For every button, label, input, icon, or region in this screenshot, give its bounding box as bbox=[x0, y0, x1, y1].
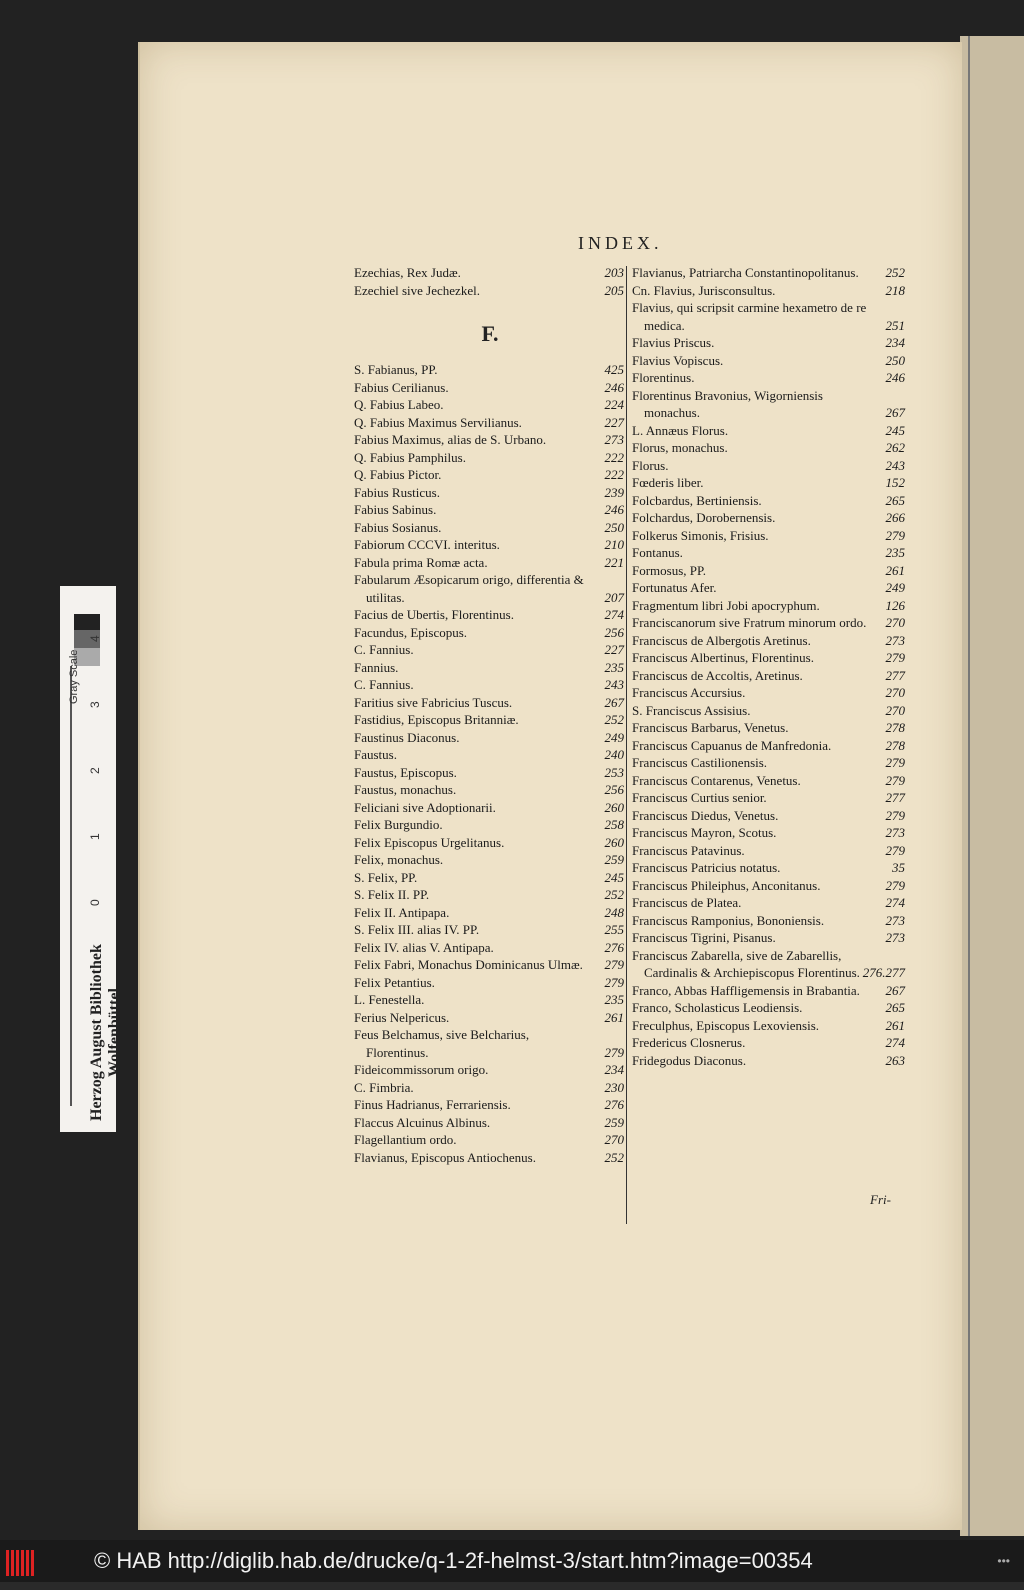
index-entry bbox=[632, 684, 907, 702]
entry-page-number: 262 bbox=[885, 440, 905, 455]
index-entry bbox=[354, 886, 626, 904]
index-entry bbox=[632, 789, 907, 807]
entry-text: Franciscus Tigrini, Pisanus. bbox=[632, 930, 776, 945]
entry-text: Q. Fabius Pamphilus. bbox=[354, 449, 466, 465]
entry-text: Fragmentum libri Jobi apocryphum. bbox=[632, 597, 820, 613]
entry-page-number: 245 bbox=[885, 422, 905, 438]
entry-text: Feliciani sive Adoptionarii. bbox=[354, 799, 496, 815]
entry-page-number: 279 bbox=[885, 772, 905, 788]
entry-page-number: 260 bbox=[604, 799, 624, 815]
library-name bbox=[88, 944, 124, 1121]
index-entry bbox=[632, 894, 907, 912]
entry-page-number: 274 bbox=[604, 607, 624, 622]
entry-text: Cn. Flavius, Jurisconsultus. bbox=[632, 282, 776, 298]
entry-page-number: 256 bbox=[604, 624, 624, 640]
index-entry bbox=[354, 991, 626, 1009]
entry-page-number: 234 bbox=[885, 335, 905, 350]
index-entry bbox=[632, 527, 907, 545]
index-entry bbox=[354, 1079, 626, 1097]
index-entry bbox=[354, 676, 626, 694]
entry-text: Franciscus Patricius notatus. bbox=[632, 860, 781, 875]
entry-text: Fabula prima Romæ acta. bbox=[354, 554, 488, 570]
index-entry bbox=[632, 509, 907, 527]
entry-text: Fastidius, Episcopus Britanniæ. bbox=[354, 712, 519, 727]
index-entry bbox=[632, 912, 907, 930]
entry-page-number: 260 bbox=[604, 834, 624, 850]
entry-page-number: 35 bbox=[892, 860, 905, 875]
entry-text: Felix Fabri, Monachus Dominicanus Ulmæ. bbox=[354, 957, 583, 972]
entry-text: Ezechias, Rex Judæ. bbox=[354, 265, 461, 280]
entry-text: Franco, Scholasticus Leodiensis. bbox=[632, 1000, 803, 1015]
entry-text: Q. Fabius Pictor. bbox=[354, 467, 442, 482]
index-entry bbox=[354, 554, 626, 572]
entry-text: Franco, Abbas Haffligemensis in Brabantia. bbox=[632, 982, 860, 998]
index-entry bbox=[632, 422, 907, 440]
entry-page-number: 249 bbox=[604, 729, 624, 745]
index-entry bbox=[632, 929, 907, 947]
entry-page-number: 276 bbox=[604, 939, 624, 955]
entry-text: Fortunatus Afer. bbox=[632, 580, 717, 595]
index-entry bbox=[632, 842, 907, 860]
page-header: INDEX. bbox=[578, 233, 663, 253]
entry-page-number: 279 bbox=[604, 974, 624, 990]
entry-text: Fabius Sabinus. bbox=[354, 502, 437, 517]
entry-page-number: 251 bbox=[885, 317, 905, 333]
entry-page-number: 203 bbox=[604, 265, 624, 280]
entry-text: S. Felix, PP. bbox=[354, 869, 418, 885]
entry-text: Franciscus Diedus, Venetus. bbox=[632, 807, 779, 823]
entry-text: C. Fannius. bbox=[354, 677, 414, 692]
entry-page-number: 273 bbox=[885, 912, 905, 928]
index-entry bbox=[632, 807, 907, 825]
entry-text: Flagellantium ordo. bbox=[354, 1132, 457, 1147]
entry-page-number: 235 bbox=[885, 545, 905, 560]
entry-page-number: 270 bbox=[885, 615, 905, 630]
index-entry bbox=[632, 492, 907, 510]
entry-page-number: 267 bbox=[604, 694, 624, 710]
entry-text: Flavius, qui scripsit carmine hexametro de re medica. bbox=[632, 300, 867, 333]
entry-page-number: 235 bbox=[604, 659, 624, 675]
index-entry bbox=[632, 439, 907, 457]
entry-text: Florentinus. bbox=[632, 370, 695, 385]
gray-scale-ruler bbox=[60, 586, 123, 1132]
entry-page-number: 263 bbox=[885, 1052, 905, 1068]
index-entry bbox=[354, 799, 626, 817]
entry-page-number: 261 bbox=[885, 1017, 905, 1033]
catchword: Fri- bbox=[870, 1192, 891, 1207]
entry-page-number: 252 bbox=[604, 887, 624, 902]
index-entry bbox=[354, 536, 626, 554]
index-entry bbox=[632, 632, 907, 650]
entry-page-number: 222 bbox=[604, 467, 624, 482]
entry-page-number: 246 bbox=[604, 379, 624, 395]
index-entry bbox=[632, 772, 907, 790]
entry-page-number: 279 bbox=[604, 1044, 624, 1060]
index-entry bbox=[354, 282, 626, 300]
entry-page-number: 222 bbox=[604, 449, 624, 465]
index-entry bbox=[354, 764, 626, 782]
index-entry bbox=[354, 711, 626, 729]
index-entry bbox=[354, 904, 626, 922]
entry-page-number: 270 bbox=[604, 1132, 624, 1147]
index-entry bbox=[632, 824, 907, 842]
entry-text: Franciscus Contarenus, Venetus. bbox=[632, 772, 801, 788]
right-column bbox=[632, 264, 907, 1069]
entry-page-number: 273 bbox=[885, 825, 905, 840]
index-entry bbox=[354, 746, 626, 764]
index-entry bbox=[354, 1096, 626, 1114]
entry-page-number: 278 bbox=[885, 737, 905, 753]
entry-page-number: 259 bbox=[604, 1114, 624, 1130]
entry-text: Franciscanorum sive Fratrum minorum ordo. bbox=[632, 615, 867, 630]
entry-text: C. Fannius. bbox=[354, 642, 414, 657]
index-entry bbox=[354, 1131, 626, 1149]
entry-page-number: 278 bbox=[885, 720, 905, 735]
entry-text: Fredericus Closnerus. bbox=[632, 1035, 746, 1050]
entry-page-number: 253 bbox=[604, 764, 624, 780]
entry-page-number: 273 bbox=[604, 432, 624, 447]
entry-page-number: 276 bbox=[604, 1097, 624, 1112]
entry-page-number: 256 bbox=[604, 782, 624, 797]
entry-text: Freculphus, Episcopus Lexoviensis. bbox=[632, 1017, 820, 1033]
entry-text: Faustus, Episcopus. bbox=[354, 764, 457, 780]
entry-text: Faustus, monachus. bbox=[354, 782, 457, 797]
index-entry bbox=[354, 956, 626, 974]
index-entry bbox=[632, 719, 907, 737]
index-entry bbox=[632, 1017, 907, 1035]
entry-text: Fontanus. bbox=[632, 545, 683, 560]
entry-text: Finus Hadrianus, Ferrariensis. bbox=[354, 1097, 511, 1112]
index-entry bbox=[354, 1009, 626, 1027]
index-entry bbox=[632, 264, 907, 282]
entry-text: Franciscus Barbarus, Venetus. bbox=[632, 720, 789, 735]
index-entry bbox=[632, 299, 907, 334]
entry-text: Felix Burgundio. bbox=[354, 817, 443, 832]
index-entry bbox=[632, 579, 907, 597]
entry-page-number: 425 bbox=[604, 362, 624, 377]
entry-text: Franciscus Curtius senior. bbox=[632, 790, 767, 805]
entry-page-number: 274 bbox=[885, 1035, 905, 1050]
entry-text: Franciscus Capuanus de Manfredonia. bbox=[632, 737, 832, 753]
index-entry bbox=[632, 859, 907, 877]
entry-text: Faritius sive Fabricius Tuscus. bbox=[354, 694, 513, 710]
index-entry bbox=[354, 571, 626, 606]
entry-text: Folkerus Simonis, Frisius. bbox=[632, 527, 769, 543]
index-entry bbox=[632, 282, 907, 300]
index-entry bbox=[354, 264, 626, 282]
index-entry bbox=[354, 466, 626, 484]
entry-page-number: 243 bbox=[604, 677, 624, 692]
entry-page-number: 248 bbox=[604, 904, 624, 920]
entry-page-number: 250 bbox=[885, 352, 905, 368]
entry-text: Flavius Vopiscus. bbox=[632, 352, 724, 368]
entry-text: Franciscus Phileiphus, Anconitanus. bbox=[632, 877, 821, 893]
index-entry bbox=[632, 1034, 907, 1052]
entry-page-number: 255 bbox=[604, 922, 624, 937]
index-entry bbox=[354, 641, 626, 659]
entry-text: Florentinus Bravonius, Wigorniensis monachus. bbox=[632, 387, 823, 420]
entry-page-number: 252 bbox=[604, 712, 624, 727]
index-entry bbox=[354, 379, 626, 397]
entry-page-number: 276.277 bbox=[862, 965, 905, 980]
entry-text: Franciscus de Platea. bbox=[632, 895, 742, 910]
section-letter: F. bbox=[481, 321, 499, 346]
entry-page-number: 279 bbox=[885, 527, 905, 543]
index-entry bbox=[632, 999, 907, 1017]
entry-text: Fabiorum CCCVI. interitus. bbox=[354, 537, 500, 552]
entry-page-number: 279 bbox=[885, 842, 905, 858]
hab-logo-icon bbox=[6, 1548, 46, 1574]
entry-page-number: 279 bbox=[885, 755, 905, 770]
entry-page-number: 224 bbox=[604, 397, 624, 412]
entry-text: Feus Belchamus, sive Belcharius, Florentinus. bbox=[354, 1027, 530, 1060]
index-entry bbox=[354, 501, 626, 519]
entry-page-number: 265 bbox=[885, 1000, 905, 1015]
entry-text: Florus, monachus. bbox=[632, 440, 728, 455]
index-entry bbox=[632, 1052, 907, 1070]
entry-text: Franciscus Accursius. bbox=[632, 685, 746, 700]
index-entry bbox=[632, 982, 907, 1000]
entry-page-number: 267 bbox=[885, 982, 905, 998]
entry-page-number: 279 bbox=[885, 807, 905, 823]
entry-page-number: 274 bbox=[885, 895, 905, 910]
index-entry bbox=[354, 624, 626, 642]
entry-text: Franciscus Mayron, Scotus. bbox=[632, 825, 777, 840]
index-entry bbox=[632, 457, 907, 475]
footer-dots: ••• bbox=[997, 1554, 1010, 1568]
column-rule bbox=[626, 266, 627, 1224]
entry-text: Felix Episcopus Urgelitanus. bbox=[354, 834, 505, 850]
index-entry bbox=[354, 484, 626, 502]
right-entries bbox=[632, 264, 907, 1069]
entry-text: Fabius Maximus, alias de S. Urbano. bbox=[354, 432, 547, 447]
entry-page-number: 245 bbox=[604, 869, 624, 885]
entry-text: S. Felix III. alias IV. PP. bbox=[354, 922, 480, 937]
entry-text: Fannius. bbox=[354, 659, 399, 675]
entry-text: Facundus, Episcopus. bbox=[354, 624, 468, 640]
entry-text: Franciscus de Accoltis, Aretinus. bbox=[632, 667, 803, 683]
entry-text: Flaccus Alcuinus Albinus. bbox=[354, 1114, 491, 1130]
index-entry bbox=[632, 387, 907, 422]
entry-text: Fabius Sosianus. bbox=[354, 519, 442, 535]
entry-page-number: 249 bbox=[885, 580, 905, 595]
index-entry bbox=[354, 834, 626, 852]
entry-page-number: 221 bbox=[604, 554, 624, 570]
index-entry bbox=[632, 352, 907, 370]
entry-page-number: 270 bbox=[885, 702, 905, 718]
index-entry bbox=[354, 869, 626, 887]
entry-text: Felix IV. alias V. Antipapa. bbox=[354, 939, 494, 955]
entry-page-number: 235 bbox=[604, 992, 624, 1007]
entry-page-number: 279 bbox=[885, 650, 905, 665]
entry-page-number: 277 bbox=[885, 667, 905, 683]
entry-text: Ferius Nelpericus. bbox=[354, 1009, 450, 1025]
entry-page-number: 239 bbox=[604, 484, 624, 500]
footer-url[interactable]: © HAB http://diglib.hab.de/drucke/q-1-2f-helmst-3/start.htm?image=00354 bbox=[94, 1548, 813, 1573]
entry-page-number: 227 bbox=[604, 642, 624, 657]
library-line-2: Wolfenbüttel bbox=[106, 988, 123, 1077]
entry-page-number: 246 bbox=[604, 502, 624, 517]
entry-text: Franciscus Ramponius, Bononiensis. bbox=[632, 912, 825, 928]
index-entry bbox=[354, 974, 626, 992]
entry-text: Flavianus, Patriarcha Constantinopolitanus. bbox=[632, 265, 859, 280]
left-top-entries bbox=[354, 264, 626, 299]
entry-page-number: 267 bbox=[885, 405, 905, 420]
index-entry bbox=[632, 334, 907, 352]
entry-page-number: 261 bbox=[604, 1009, 624, 1025]
entry-page-number: 259 bbox=[604, 852, 624, 867]
ruler-numbers: 0 1 2 3 4 bbox=[88, 607, 102, 906]
entry-page-number: 261 bbox=[885, 562, 905, 578]
entry-page-number: 230 bbox=[604, 1079, 624, 1095]
entry-page-number: 218 bbox=[885, 282, 905, 298]
entry-page-number: 273 bbox=[885, 930, 905, 945]
index-entry bbox=[354, 781, 626, 799]
index-entry bbox=[354, 694, 626, 712]
index-entry bbox=[354, 939, 626, 957]
entry-text: Fabius Cerilianus. bbox=[354, 379, 449, 395]
entry-text: C. Fimbria. bbox=[354, 1079, 414, 1095]
entry-page-number: 243 bbox=[885, 457, 905, 473]
entry-text: L. Annæus Florus. bbox=[632, 422, 729, 438]
entry-text: Felix II. Antipapa. bbox=[354, 904, 450, 920]
entry-page-number: 152 bbox=[885, 475, 905, 490]
index-entry bbox=[354, 1061, 626, 1079]
entry-text: Franciscus de Albergotis Aretinus. bbox=[632, 632, 811, 648]
index-entry bbox=[632, 702, 907, 720]
gray-scale-label: Gray Scale bbox=[68, 649, 80, 704]
entry-text: Fridegodus Diaconus. bbox=[632, 1052, 747, 1068]
entry-text: Folcbardus, Bertiniensis. bbox=[632, 492, 762, 508]
index-entry bbox=[354, 851, 626, 869]
entry-page-number: 266 bbox=[885, 510, 905, 525]
index-entry bbox=[632, 737, 907, 755]
entry-text: Felix Petantius. bbox=[354, 974, 435, 990]
index-entry bbox=[632, 544, 907, 562]
entry-text: Felix, monachus. bbox=[354, 852, 444, 867]
index-entry bbox=[354, 606, 626, 624]
index-entry bbox=[354, 414, 626, 432]
entry-page-number: 207 bbox=[604, 589, 624, 605]
ruler-scale-line bbox=[70, 666, 72, 1106]
entry-text: Florus. bbox=[632, 457, 669, 473]
entry-page-number: 234 bbox=[604, 1062, 624, 1077]
index-entry bbox=[354, 1026, 626, 1061]
entry-text: Q. Fabius Labeo. bbox=[354, 397, 444, 412]
entry-page-number: 126 bbox=[885, 597, 905, 613]
entry-text: Faustus. bbox=[354, 747, 397, 762]
entry-text: Ezechiel sive Jechezkel. bbox=[354, 282, 480, 298]
index-entry bbox=[632, 649, 907, 667]
entry-text: Faustinus Diaconus. bbox=[354, 729, 460, 745]
entry-text: L. Fenestella. bbox=[354, 992, 425, 1007]
entry-page-number: 252 bbox=[885, 265, 905, 280]
entry-page-number: 258 bbox=[604, 817, 624, 832]
entry-page-number: 273 bbox=[885, 632, 905, 648]
index-entry bbox=[354, 729, 626, 747]
entry-text: Folchardus, Dorobernensis. bbox=[632, 510, 776, 525]
entry-text: S. Fabianus, PP. bbox=[354, 362, 438, 377]
entry-text: Flavius Priscus. bbox=[632, 335, 715, 350]
index-entry bbox=[632, 562, 907, 580]
index-entry bbox=[354, 431, 626, 449]
entry-page-number: 227 bbox=[604, 414, 624, 430]
entry-text: Fabularum Æsopicarum origo, differentia & utilitas. bbox=[354, 572, 584, 605]
entry-text: Fœderis liber. bbox=[632, 475, 704, 490]
index-entry bbox=[632, 369, 907, 387]
leaf-divider bbox=[968, 36, 970, 1536]
left-f-entries bbox=[354, 361, 626, 1166]
entry-text: Formosus, PP. bbox=[632, 562, 707, 578]
entry-page-number: 210 bbox=[604, 537, 624, 552]
index-entry bbox=[632, 597, 907, 615]
entry-page-number: 205 bbox=[604, 282, 624, 298]
index-entry bbox=[354, 519, 626, 537]
entry-text: Flavianus, Episcopus Antiochenus. bbox=[354, 1149, 536, 1165]
index-entry bbox=[354, 659, 626, 677]
entry-page-number: 279 bbox=[604, 957, 624, 972]
entry-text: Franciscus Castilionensis. bbox=[632, 755, 768, 770]
entry-page-number: 279 bbox=[885, 877, 905, 893]
index-entry bbox=[632, 667, 907, 685]
index-entry bbox=[354, 1114, 626, 1132]
entry-page-number: 265 bbox=[885, 492, 905, 508]
index-entry bbox=[354, 921, 626, 939]
index-entry bbox=[632, 947, 907, 982]
left-column bbox=[354, 264, 626, 1166]
entry-page-number: 270 bbox=[885, 685, 905, 700]
entry-text: S. Franciscus Assisius. bbox=[632, 702, 751, 718]
entry-text: S. Felix II. PP. bbox=[354, 887, 430, 902]
entry-page-number: 252 bbox=[604, 1149, 624, 1165]
entry-text: Q. Fabius Maximus Servilianus. bbox=[354, 414, 522, 430]
entry-text: Franciscus Albertinus, Florentinus. bbox=[632, 650, 814, 665]
entry-page-number: 250 bbox=[604, 519, 624, 535]
entry-page-number: 246 bbox=[885, 370, 905, 385]
entry-text: Fabius Rusticus. bbox=[354, 484, 440, 500]
footer-bar bbox=[0, 1540, 1024, 1582]
index-entry bbox=[354, 361, 626, 379]
index-entry bbox=[632, 474, 907, 492]
index-entry bbox=[354, 396, 626, 414]
index-entry bbox=[632, 754, 907, 772]
library-line-1: Herzog August Bibliothek bbox=[88, 944, 105, 1121]
entry-page-number: 277 bbox=[885, 790, 905, 805]
index-entry bbox=[632, 877, 907, 895]
index-entry bbox=[354, 449, 626, 467]
entry-text: Facius de Ubertis, Florentinus. bbox=[354, 607, 514, 622]
entry-text: Franciscus Zabarella, sive de Zabarellis, Cardinalis & Archiepiscopus Florentinus. bbox=[632, 947, 860, 980]
index-entry bbox=[354, 816, 626, 834]
index-entry bbox=[354, 1149, 626, 1167]
entry-page-number: 240 bbox=[604, 747, 624, 762]
entry-text: Franciscus Patavinus. bbox=[632, 842, 745, 858]
entry-text: Fideicommissorum origo. bbox=[354, 1062, 489, 1077]
index-entry bbox=[632, 614, 907, 632]
